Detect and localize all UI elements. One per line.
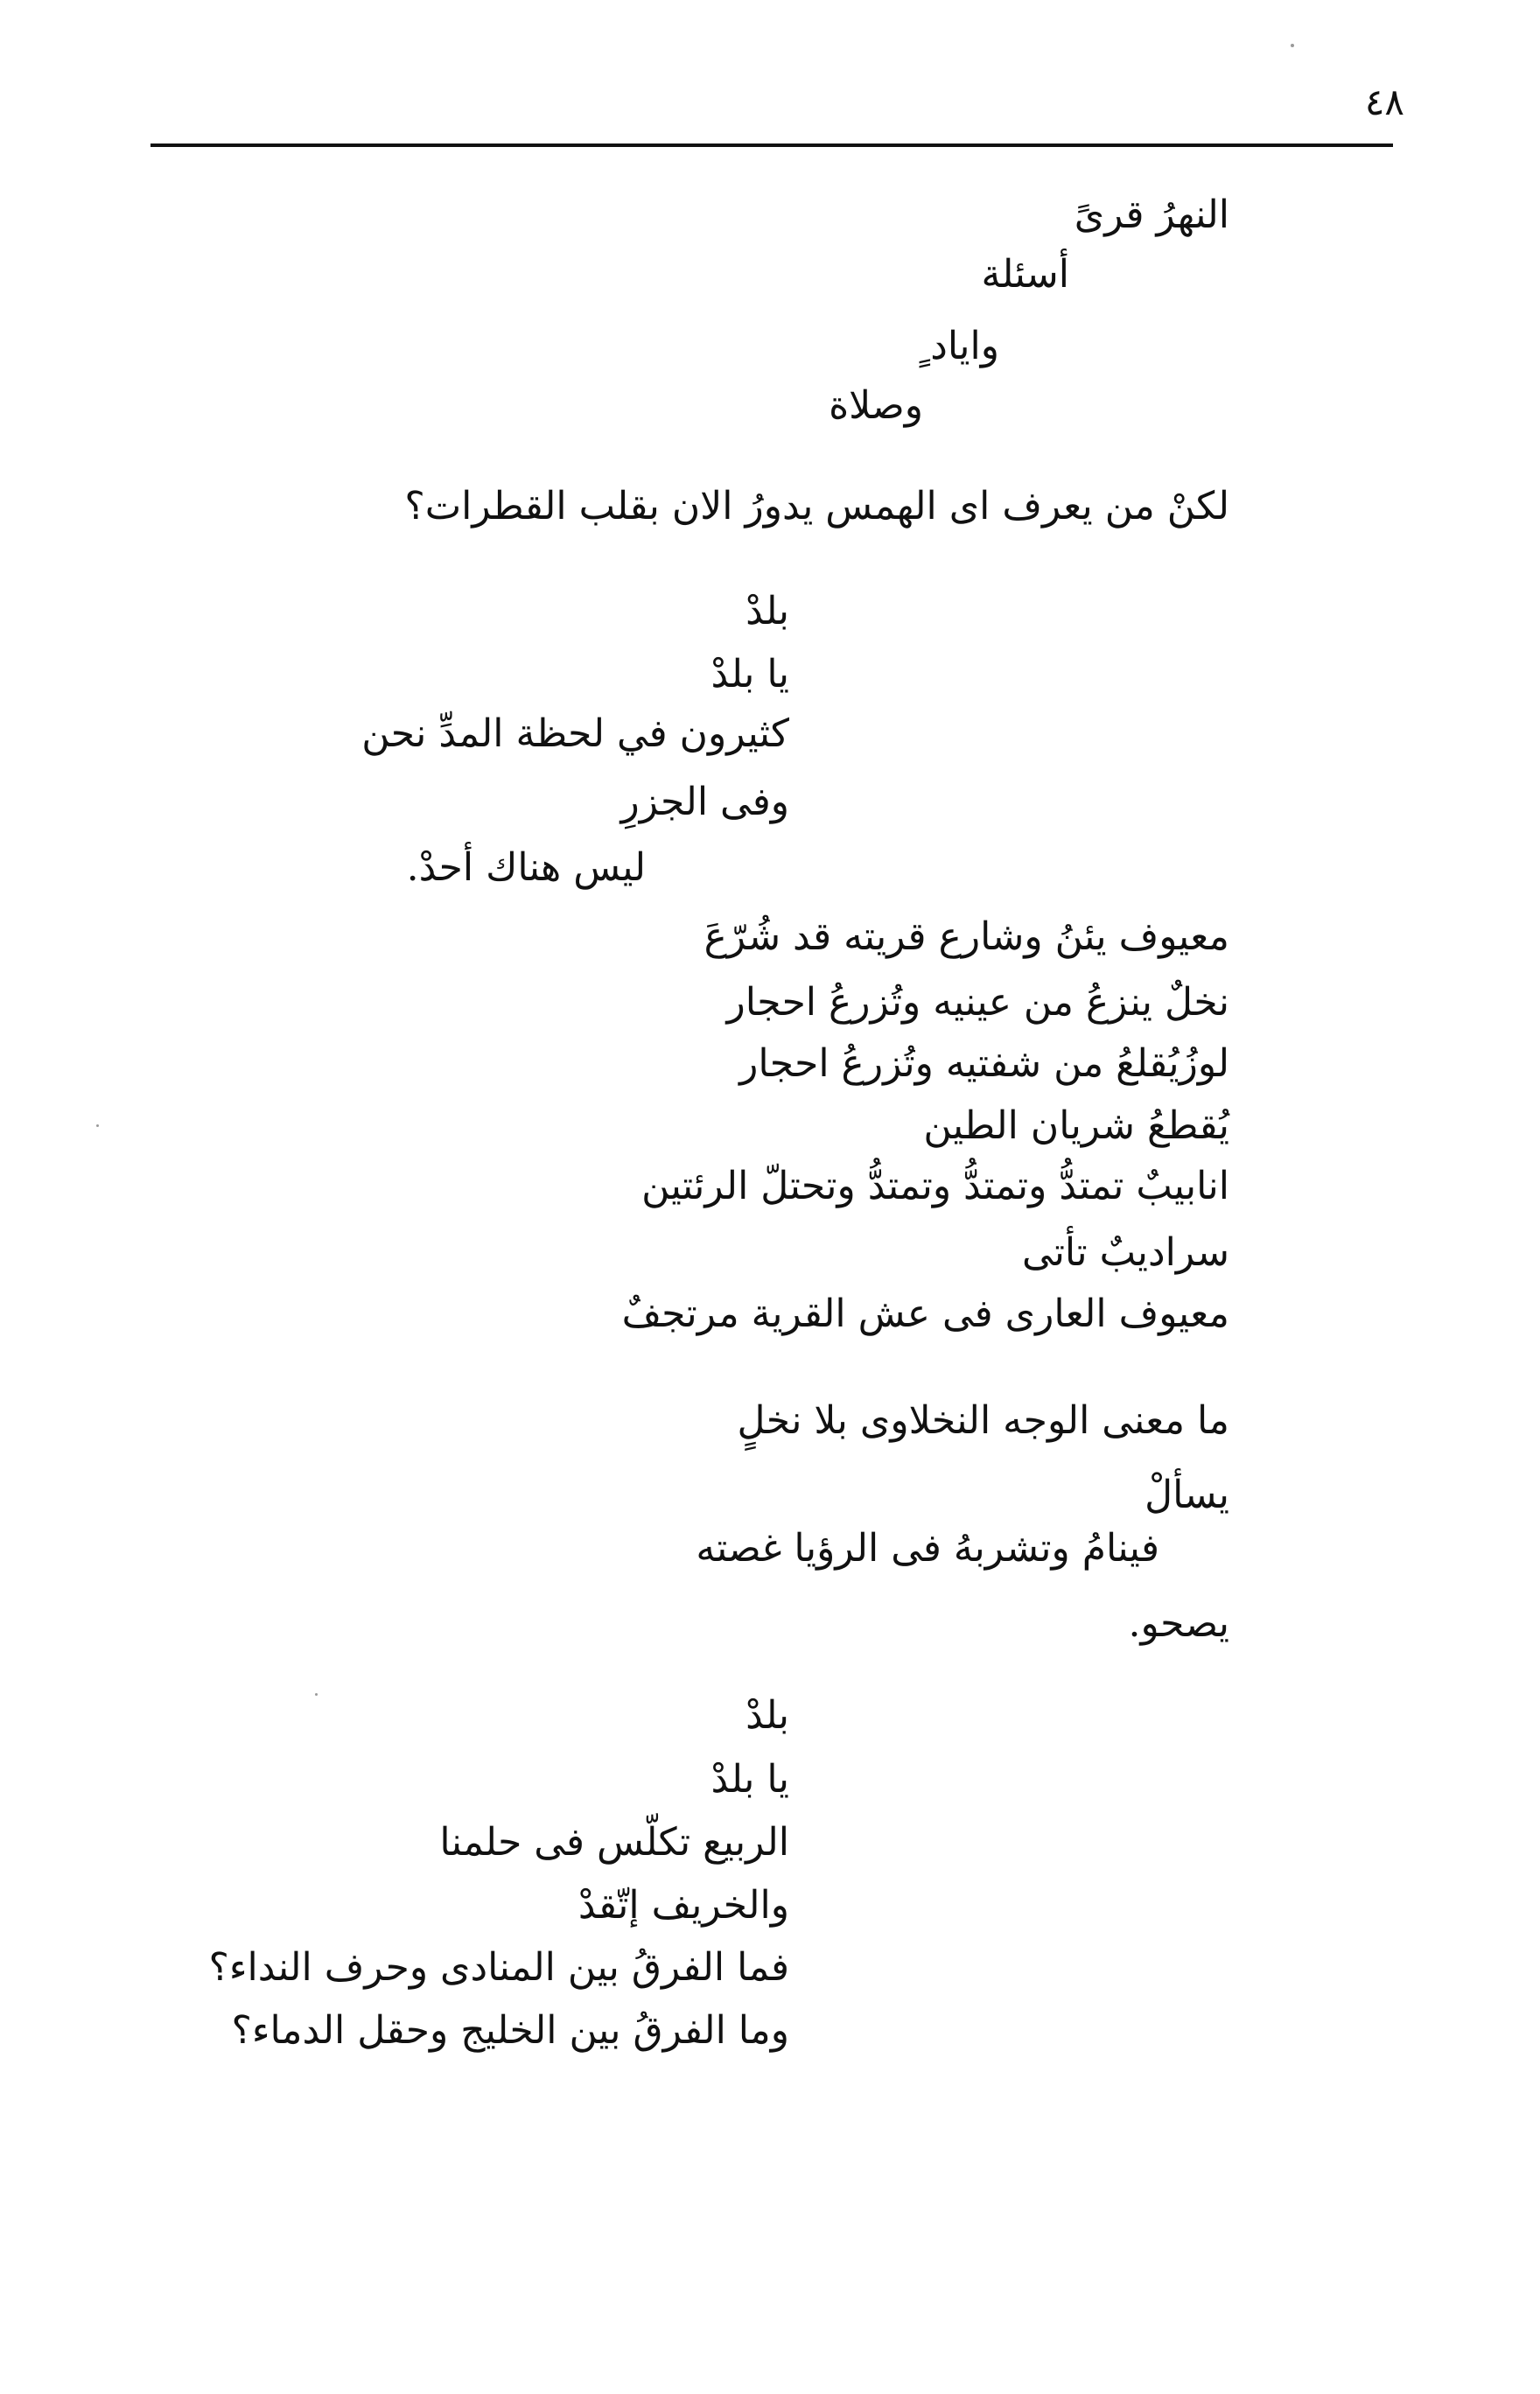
poem-line: معيوف يئنُ وشارع قريته قد شُرّعَ bbox=[704, 914, 1229, 959]
poem-line: لوزُيُقلعُ من شفتيه وتُزرعُ احجار bbox=[739, 1041, 1229, 1086]
poem-line: ليس هناك أحدْ. bbox=[406, 845, 646, 890]
poem-line: بلدْ bbox=[746, 589, 789, 634]
poem-line: كثيرون في لحظة المدِّ نحن bbox=[361, 711, 789, 756]
poem-line: يصحو. bbox=[1128, 1601, 1229, 1646]
poem-line: يسألْ bbox=[1144, 1473, 1229, 1517]
poem-line: واياد ٍ bbox=[919, 324, 999, 368]
poem-line: فما الفرقُ بين المنادى وحرف النداء؟ bbox=[208, 1945, 789, 1990]
poem-line: بلدْ bbox=[746, 1693, 789, 1738]
poem-line: وفى الجزرِ bbox=[620, 780, 789, 824]
scan-speck bbox=[1291, 44, 1294, 47]
poem-line: نخلٌ ينزعُ من عينيه وتُزرعُ احجار bbox=[726, 980, 1229, 1025]
page-number: ٤٨ bbox=[1364, 80, 1404, 123]
poem-line: يُقطعُ شريان الطين bbox=[923, 1103, 1229, 1148]
poem-line: وصلاة bbox=[829, 383, 923, 428]
poem-line: لكنْ من يعرف اى الهمس يدورُ الان بقلب القطرات؟ bbox=[404, 484, 1229, 528]
poem-line: الربيع تكلّس فى حلمنا bbox=[439, 1820, 789, 1865]
poem-line: والخريف إتّقدْ bbox=[578, 1883, 789, 1928]
poem-line: يا بلدْ bbox=[710, 652, 789, 696]
poem-line: النهرُ قرىً bbox=[1074, 192, 1229, 237]
poem-line: سراديبٌ تأتى bbox=[1022, 1230, 1229, 1275]
poem-line: وما الفرقُ بين الخليج وحقل الدماء؟ bbox=[231, 2008, 789, 2053]
poem-line: أسئلة bbox=[981, 252, 1069, 297]
scan-speck bbox=[315, 1693, 318, 1696]
header-rule bbox=[150, 144, 1393, 147]
poem-line: فينامُ وتشربهُ فى الرؤيا غصته bbox=[696, 1526, 1159, 1571]
poem-line: ما معنى الوجه النخلاوى بلا نخلٍ bbox=[737, 1398, 1229, 1443]
scan-speck bbox=[96, 1124, 99, 1127]
poem-line: معيوف العارى فى عش القرية مرتجفٌ bbox=[621, 1292, 1229, 1336]
poem-line: يا بلدْ bbox=[710, 1757, 789, 1802]
poem-line: انابيبٌ تمتدُّ وتمتدُّ وتمتدُّ وتحتلّ الرئتين bbox=[641, 1164, 1229, 1208]
